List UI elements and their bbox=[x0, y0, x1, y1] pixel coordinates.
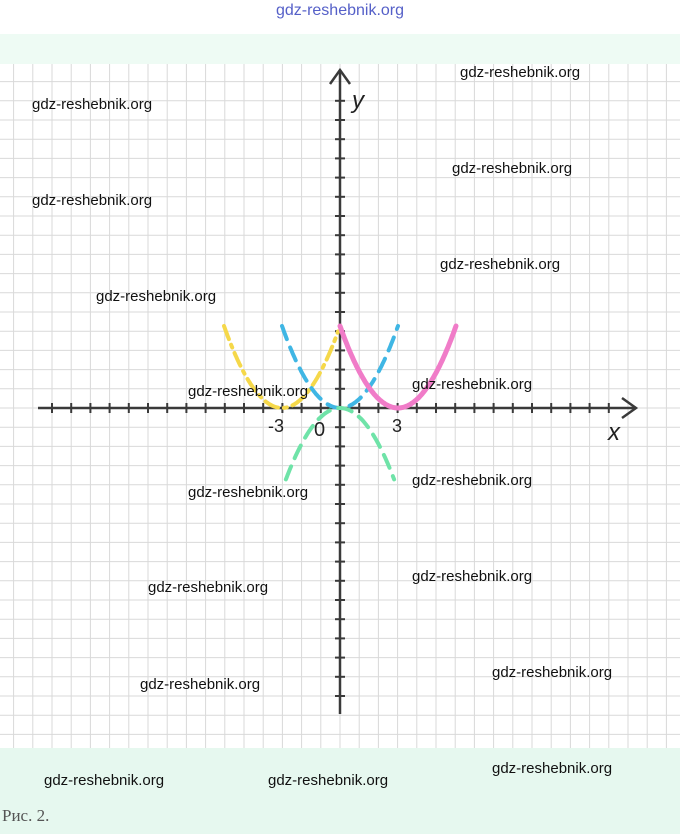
watermark-text: gdz-reshebnik.org bbox=[32, 96, 153, 113]
figure-caption: Рис. 2. bbox=[2, 806, 50, 825]
x-tick-label: 3 bbox=[392, 416, 403, 436]
watermark-top: gdz-reshebnik.org bbox=[275, 2, 405, 19]
watermark-text: gdz-reshebnik.org bbox=[188, 383, 309, 400]
watermark-text: gdz-reshebnik.org bbox=[412, 376, 533, 393]
watermark-text: gdz-reshebnik.org bbox=[412, 472, 533, 489]
watermark-text: gdz-reshebnik.org bbox=[440, 256, 561, 273]
mint-band-top bbox=[0, 34, 680, 64]
watermark-text: gdz-reshebnik.org bbox=[96, 288, 217, 305]
x-tick-label: -3 bbox=[268, 416, 285, 436]
x-axis-label: x bbox=[608, 419, 620, 446]
watermark-text: gdz-reshebnik.org bbox=[140, 676, 261, 693]
y-axis-label: y bbox=[352, 87, 364, 114]
watermark-text: gdz-reshebnik.org bbox=[44, 772, 165, 789]
watermark-text: gdz-reshebnik.org bbox=[452, 160, 573, 177]
watermark-text: gdz-reshebnik.org bbox=[492, 760, 613, 777]
watermark-text: gdz-reshebnik.org bbox=[32, 192, 153, 209]
watermark-text: gdz-reshebnik.org bbox=[188, 484, 309, 501]
watermark-text: gdz-reshebnik.org bbox=[412, 568, 533, 585]
origin-label: 0 bbox=[314, 419, 326, 441]
function-graph bbox=[0, 64, 680, 748]
watermark-text: gdz-reshebnik.org bbox=[492, 664, 613, 681]
watermark-text: gdz-reshebnik.org bbox=[148, 579, 269, 596]
watermark-text: gdz-reshebnik.org bbox=[460, 64, 581, 81]
watermark-text: gdz-reshebnik.org bbox=[268, 772, 389, 789]
